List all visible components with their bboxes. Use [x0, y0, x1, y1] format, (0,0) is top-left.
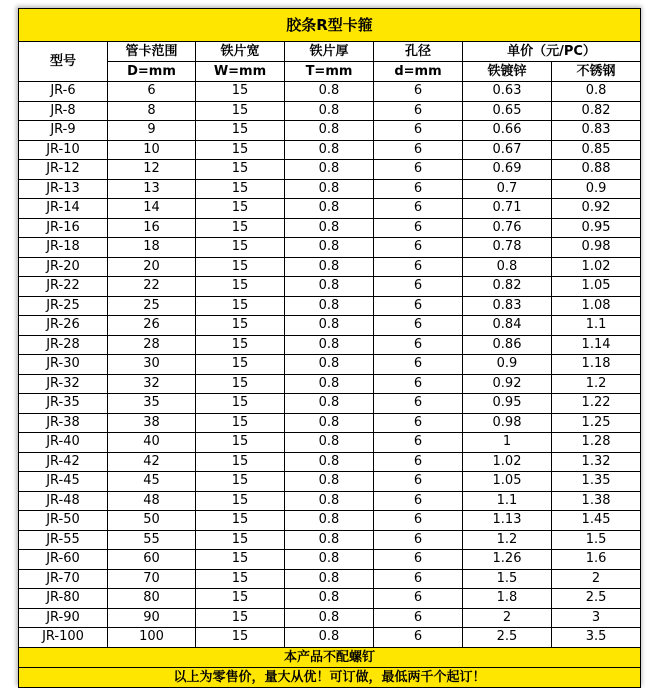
table-row	[19, 550, 641, 570]
cell-price-galvanized: 1.05	[463, 472, 552, 492]
cell-price-stainless: 1.22	[552, 394, 641, 414]
cell-pipe-range: 20	[108, 257, 196, 277]
cell-hole: 6	[374, 608, 463, 628]
table-row	[19, 160, 641, 180]
cell-width: 15	[196, 589, 285, 609]
cell-model: JR-9	[19, 121, 108, 141]
cell-model: JR-60	[19, 550, 108, 570]
cell-model: JR-13	[19, 179, 108, 199]
cell-pipe-range: 6	[108, 82, 196, 102]
cell-hole: 6	[374, 121, 463, 141]
cell-model: JR-38	[19, 413, 108, 433]
cell-thickness: 0.8	[285, 335, 374, 355]
cell-hole: 6	[374, 550, 463, 570]
cell-price-galvanized: 1.26	[463, 550, 552, 570]
cell-price-stainless: 1.32	[552, 452, 641, 472]
cell-hole: 6	[374, 472, 463, 492]
cell-pipe-range: 18	[108, 238, 196, 258]
cell-price-stainless: 0.83	[552, 121, 641, 141]
cell-price-stainless: 1.38	[552, 491, 641, 511]
cell-model: JR-10	[19, 140, 108, 160]
cell-width: 15	[196, 472, 285, 492]
cell-price-stainless: 0.88	[552, 160, 641, 180]
cell-model: JR-40	[19, 433, 108, 453]
cell-model: JR-35	[19, 394, 108, 414]
table-row	[19, 277, 641, 297]
cell-pipe-range: 42	[108, 452, 196, 472]
cell-price-stainless: 1.02	[552, 257, 641, 277]
cell-thickness: 0.8	[285, 550, 374, 570]
cell-model: JR-8	[19, 101, 108, 121]
cell-width: 15	[196, 374, 285, 394]
cell-hole: 6	[374, 511, 463, 531]
cell-price-stainless: 3.5	[552, 628, 641, 648]
cell-price-stainless: 1.28	[552, 433, 641, 453]
cell-price-galvanized: 0.78	[463, 238, 552, 258]
cell-pipe-range: 13	[108, 179, 196, 199]
cell-price-stainless: 2	[552, 569, 641, 589]
cell-price-stainless: 1.05	[552, 277, 641, 297]
cell-price-galvanized: 0.65	[463, 101, 552, 121]
cell-model: JR-18	[19, 238, 108, 258]
cell-thickness: 0.8	[285, 433, 374, 453]
cell-width: 15	[196, 238, 285, 258]
cell-model: JR-100	[19, 628, 108, 648]
table-body	[19, 82, 641, 648]
cell-price-stainless: 0.82	[552, 101, 641, 121]
cell-price-galvanized: 0.82	[463, 277, 552, 297]
cell-pipe-range: 90	[108, 608, 196, 628]
cell-price-galvanized: 1.5	[463, 569, 552, 589]
table-row	[19, 355, 641, 375]
table-row	[19, 121, 641, 141]
cell-price-galvanized: 1.8	[463, 589, 552, 609]
cell-price-stainless: 1.6	[552, 550, 641, 570]
cell-price-stainless: 0.85	[552, 140, 641, 160]
cell-hole: 6	[374, 394, 463, 414]
header-galvanized: 铁镀锌	[463, 62, 552, 82]
cell-pipe-range: 10	[108, 140, 196, 160]
header-stainless: 不锈钢	[552, 62, 641, 82]
cell-pipe-range: 55	[108, 530, 196, 550]
table-row	[19, 101, 641, 121]
cell-thickness: 0.8	[285, 160, 374, 180]
cell-price-stainless: 1.1	[552, 316, 641, 336]
cell-thickness: 0.8	[285, 296, 374, 316]
cell-price-galvanized: 0.66	[463, 121, 552, 141]
header-price: 单价（元/PC）	[463, 42, 641, 62]
cell-model: JR-70	[19, 569, 108, 589]
cell-hole: 6	[374, 589, 463, 609]
cell-pipe-range: 30	[108, 355, 196, 375]
cell-hole: 6	[374, 452, 463, 472]
cell-thickness: 0.8	[285, 199, 374, 219]
cell-pipe-range: 50	[108, 511, 196, 531]
cell-width: 15	[196, 511, 285, 531]
cell-price-galvanized: 0.7	[463, 179, 552, 199]
table-row	[19, 589, 641, 609]
header-thickness: 铁片厚	[285, 42, 374, 62]
cell-pipe-range: 60	[108, 550, 196, 570]
cell-width: 15	[196, 179, 285, 199]
cell-pipe-range: 8	[108, 101, 196, 121]
cell-model: JR-26	[19, 316, 108, 336]
cell-price-galvanized: 0.98	[463, 413, 552, 433]
cell-hole: 6	[374, 413, 463, 433]
cell-pipe-range: 14	[108, 199, 196, 219]
table-row	[19, 491, 641, 511]
cell-price-stainless: 1.08	[552, 296, 641, 316]
cell-thickness: 0.8	[285, 608, 374, 628]
cell-model: JR-45	[19, 472, 108, 492]
cell-hole: 6	[374, 218, 463, 238]
cell-model: JR-32	[19, 374, 108, 394]
cell-price-galvanized: 0.76	[463, 218, 552, 238]
cell-pipe-range: 38	[108, 413, 196, 433]
cell-pipe-range: 16	[108, 218, 196, 238]
table-row	[19, 394, 641, 414]
cell-hole: 6	[374, 355, 463, 375]
cell-thickness: 0.8	[285, 101, 374, 121]
cell-thickness: 0.8	[285, 589, 374, 609]
cell-pipe-range: 26	[108, 316, 196, 336]
price-sheet	[18, 8, 640, 684]
cell-thickness: 0.8	[285, 374, 374, 394]
cell-thickness: 0.8	[285, 140, 374, 160]
cell-thickness: 0.8	[285, 277, 374, 297]
table-row	[19, 472, 641, 492]
cell-pipe-range: 9	[108, 121, 196, 141]
cell-price-stainless: 0.98	[552, 238, 641, 258]
cell-price-galvanized: 0.9	[463, 355, 552, 375]
cell-thickness: 0.8	[285, 238, 374, 258]
cell-pipe-range: 100	[108, 628, 196, 648]
cell-thickness: 0.8	[285, 530, 374, 550]
header-hole-unit: d=mm	[374, 62, 463, 82]
cell-width: 15	[196, 160, 285, 180]
table-row	[19, 530, 641, 550]
cell-width: 15	[196, 491, 285, 511]
cell-price-stainless: 1.45	[552, 511, 641, 531]
cell-width: 15	[196, 199, 285, 219]
cell-thickness: 0.8	[285, 355, 374, 375]
cell-width: 15	[196, 413, 285, 433]
cell-hole: 6	[374, 569, 463, 589]
table-row	[19, 413, 641, 433]
cell-thickness: 0.8	[285, 316, 374, 336]
cell-price-galvanized: 0.69	[463, 160, 552, 180]
header-thickness-unit: T=mm	[285, 62, 374, 82]
cell-hole: 6	[374, 335, 463, 355]
table-title: 胶条R型卡箍	[19, 9, 641, 42]
cell-price-galvanized: 1.2	[463, 530, 552, 550]
table-row	[19, 218, 641, 238]
table-row	[19, 335, 641, 355]
header-pipe-range-unit: D=mm	[108, 62, 196, 82]
cell-pipe-range: 40	[108, 433, 196, 453]
cell-width: 15	[196, 140, 285, 160]
cell-thickness: 0.8	[285, 628, 374, 648]
cell-pipe-range: 70	[108, 569, 196, 589]
table-row	[19, 569, 641, 589]
cell-model: JR-6	[19, 82, 108, 102]
price-table	[18, 8, 641, 688]
cell-price-stainless: 1.18	[552, 355, 641, 375]
cell-price-galvanized: 1.13	[463, 511, 552, 531]
cell-price-galvanized: 0.83	[463, 296, 552, 316]
cell-price-galvanized: 0.8	[463, 257, 552, 277]
cell-pipe-range: 48	[108, 491, 196, 511]
cell-thickness: 0.8	[285, 257, 374, 277]
cell-thickness: 0.8	[285, 82, 374, 102]
cell-hole: 6	[374, 296, 463, 316]
cell-width: 15	[196, 277, 285, 297]
cell-width: 15	[196, 394, 285, 414]
header-width: 铁片宽	[196, 42, 285, 62]
cell-price-galvanized: 2.5	[463, 628, 552, 648]
cell-price-galvanized: 0.86	[463, 335, 552, 355]
cell-price-galvanized: 0.84	[463, 316, 552, 336]
cell-width: 15	[196, 296, 285, 316]
cell-model: JR-42	[19, 452, 108, 472]
cell-model: JR-50	[19, 511, 108, 531]
cell-width: 15	[196, 628, 285, 648]
table-row	[19, 296, 641, 316]
cell-pipe-range: 25	[108, 296, 196, 316]
cell-hole: 6	[374, 316, 463, 336]
header-width-unit: W=mm	[196, 62, 285, 82]
cell-price-galvanized: 0.92	[463, 374, 552, 394]
table-row	[19, 179, 641, 199]
cell-width: 15	[196, 550, 285, 570]
cell-price-galvanized: 1.02	[463, 452, 552, 472]
cell-price-galvanized: 1	[463, 433, 552, 453]
table-row	[19, 316, 641, 336]
table-row	[19, 374, 641, 394]
cell-price-stainless: 1.25	[552, 413, 641, 433]
cell-model: JR-55	[19, 530, 108, 550]
cell-model: JR-80	[19, 589, 108, 609]
cell-model: JR-48	[19, 491, 108, 511]
header-hole: 孔径	[374, 42, 463, 62]
table-row	[19, 257, 641, 277]
cell-width: 15	[196, 569, 285, 589]
cell-thickness: 0.8	[285, 413, 374, 433]
table-row	[19, 140, 641, 160]
cell-hole: 6	[374, 140, 463, 160]
cell-hole: 6	[374, 628, 463, 648]
footer-note-no-screws: 本产品不配螺钉	[19, 647, 641, 667]
cell-price-galvanized: 0.95	[463, 394, 552, 414]
cell-price-stainless: 1.35	[552, 472, 641, 492]
cell-price-stainless: 3	[552, 608, 641, 628]
cell-width: 15	[196, 121, 285, 141]
cell-pipe-range: 45	[108, 472, 196, 492]
cell-thickness: 0.8	[285, 179, 374, 199]
cell-width: 15	[196, 335, 285, 355]
cell-hole: 6	[374, 179, 463, 199]
cell-model: JR-22	[19, 277, 108, 297]
cell-width: 15	[196, 316, 285, 336]
table-row	[19, 433, 641, 453]
cell-price-galvanized: 0.63	[463, 82, 552, 102]
cell-width: 15	[196, 433, 285, 453]
cell-thickness: 0.8	[285, 218, 374, 238]
table-row	[19, 608, 641, 628]
cell-model: JR-30	[19, 355, 108, 375]
cell-thickness: 0.8	[285, 394, 374, 414]
table-row	[19, 82, 641, 102]
table-row	[19, 452, 641, 472]
table-row	[19, 238, 641, 258]
cell-hole: 6	[374, 491, 463, 511]
cell-price-stainless: 0.95	[552, 218, 641, 238]
cell-hole: 6	[374, 433, 463, 453]
cell-price-stainless: 2.5	[552, 589, 641, 609]
cell-width: 15	[196, 355, 285, 375]
cell-hole: 6	[374, 101, 463, 121]
cell-model: JR-16	[19, 218, 108, 238]
cell-model: JR-12	[19, 160, 108, 180]
cell-price-stainless: 0.92	[552, 199, 641, 219]
cell-pipe-range: 35	[108, 394, 196, 414]
cell-pipe-range: 80	[108, 589, 196, 609]
cell-width: 15	[196, 608, 285, 628]
cell-thickness: 0.8	[285, 452, 374, 472]
cell-hole: 6	[374, 374, 463, 394]
cell-width: 15	[196, 530, 285, 550]
cell-model: JR-28	[19, 335, 108, 355]
cell-price-galvanized: 0.71	[463, 199, 552, 219]
cell-model: JR-14	[19, 199, 108, 219]
cell-thickness: 0.8	[285, 511, 374, 531]
cell-price-stainless: 1.14	[552, 335, 641, 355]
cell-hole: 6	[374, 160, 463, 180]
header-pipe-range: 管卡范围	[108, 42, 196, 62]
cell-width: 15	[196, 452, 285, 472]
cell-thickness: 0.8	[285, 569, 374, 589]
cell-price-stainless: 1.2	[552, 374, 641, 394]
cell-price-galvanized: 2	[463, 608, 552, 628]
cell-hole: 6	[374, 199, 463, 219]
cell-pipe-range: 22	[108, 277, 196, 297]
header-model: 型号	[19, 42, 108, 82]
footer-note-retail: 以上为零售价，量大从优！可订做，最低两千个起订！	[19, 667, 641, 687]
cell-price-stainless: 0.9	[552, 179, 641, 199]
cell-price-galvanized: 1.1	[463, 491, 552, 511]
cell-price-stainless: 1.5	[552, 530, 641, 550]
cell-model: JR-90	[19, 608, 108, 628]
cell-price-stainless: 0.8	[552, 82, 641, 102]
cell-pipe-range: 28	[108, 335, 196, 355]
table-row	[19, 511, 641, 531]
cell-model: JR-20	[19, 257, 108, 277]
cell-pipe-range: 32	[108, 374, 196, 394]
cell-thickness: 0.8	[285, 121, 374, 141]
cell-hole: 6	[374, 238, 463, 258]
cell-width: 15	[196, 218, 285, 238]
cell-hole: 6	[374, 82, 463, 102]
table-row	[19, 199, 641, 219]
cell-hole: 6	[374, 257, 463, 277]
cell-thickness: 0.8	[285, 491, 374, 511]
cell-hole: 6	[374, 277, 463, 297]
cell-width: 15	[196, 82, 285, 102]
cell-width: 15	[196, 101, 285, 121]
cell-width: 15	[196, 257, 285, 277]
cell-price-galvanized: 0.67	[463, 140, 552, 160]
cell-thickness: 0.8	[285, 472, 374, 492]
cell-model: JR-25	[19, 296, 108, 316]
cell-pipe-range: 12	[108, 160, 196, 180]
cell-hole: 6	[374, 530, 463, 550]
table-row	[19, 628, 641, 648]
